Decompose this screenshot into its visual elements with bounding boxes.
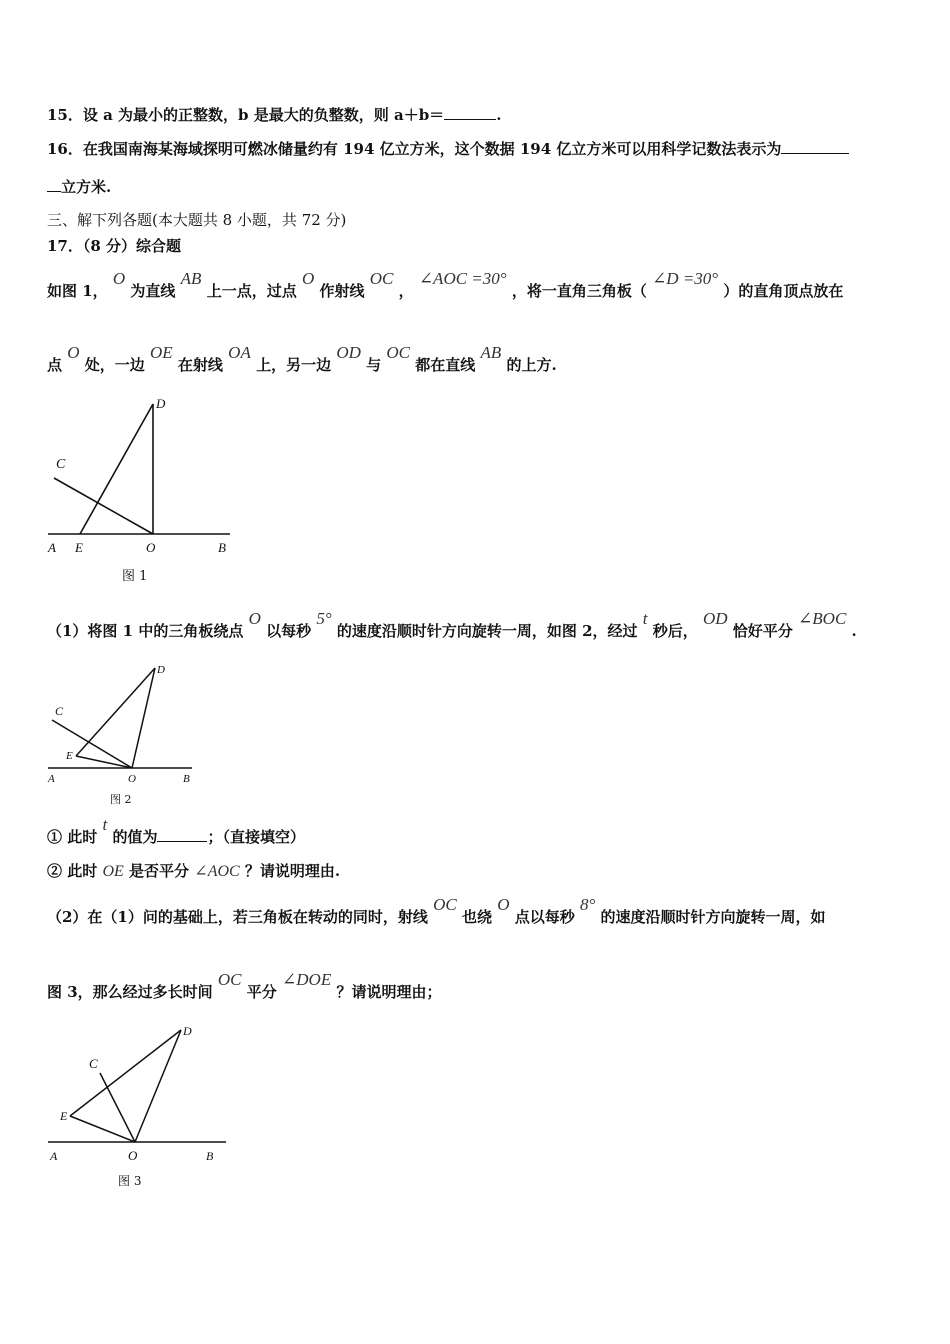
figure-3 bbox=[40, 1018, 240, 1196]
question-17-heading: 17．（8 分）综合题 bbox=[47, 237, 182, 255]
label-A: A bbox=[48, 773, 55, 785]
label-B: B bbox=[183, 773, 190, 785]
label-A: A bbox=[50, 1149, 58, 1163]
figure-2 bbox=[40, 660, 210, 810]
math-5-degrees: 5° bbox=[316, 609, 332, 628]
question-16 bbox=[47, 138, 849, 159]
q15-answer-blank[interactable] bbox=[444, 105, 496, 120]
q17-item-2: ② 此时 OE 是否平分 ∠AOC ？请说明理由. bbox=[47, 862, 341, 880]
label-O: O bbox=[128, 1148, 138, 1163]
q17-item-1-answer-blank[interactable] bbox=[157, 827, 207, 842]
label-C: C bbox=[56, 457, 66, 472]
label-E: E bbox=[75, 540, 83, 555]
math-t: t bbox=[102, 815, 108, 834]
segment-DE bbox=[80, 404, 153, 534]
ray-OC bbox=[100, 1073, 135, 1142]
q15-text: 15．设 a 为最小的正整数，b 是最大的负整数，则 a＋b＝ bbox=[47, 106, 445, 124]
label-E: E bbox=[60, 1109, 68, 1123]
math-OC: OC bbox=[386, 343, 410, 362]
q17-subquestion-2-cont: 图 3，那么经过多长时间 OC 平分 ∠DOE ？请说明理由； bbox=[47, 970, 442, 1001]
math-O: O bbox=[67, 343, 80, 362]
q17-subquestion-2: （2）在（1）问的基础上，若三角板在转动的同时，射线 OC 也绕 O 点以每秒 8° 的速度沿顺时针方向旋转一周，如 bbox=[47, 895, 826, 926]
math-O: O bbox=[497, 895, 510, 914]
section-3-heading: 三、解下列各题(本大题共 8 小题，共 72 分) bbox=[47, 211, 347, 229]
ray-OC bbox=[52, 720, 132, 768]
segment-DE bbox=[76, 668, 155, 756]
figure-2-caption: 图 2 bbox=[110, 793, 132, 806]
segment-EO bbox=[70, 1116, 135, 1142]
question-16-cont: 立方米. bbox=[47, 176, 111, 197]
label-C: C bbox=[55, 704, 64, 718]
math-O: O bbox=[112, 269, 126, 288]
segment-OD bbox=[132, 668, 155, 768]
label-D: D bbox=[156, 396, 166, 411]
figure-1-caption: 图 1 bbox=[122, 569, 148, 584]
figure-1 bbox=[40, 392, 240, 592]
q17-paragraph-2: 点 O 处，一边 OE 在射线 OA 上，另一边 OD 与 OC 都在直线 AB 的上方. bbox=[47, 343, 557, 374]
label-D: D bbox=[157, 664, 165, 676]
segment-OD bbox=[135, 1030, 181, 1142]
math-angle-AOC: ∠AOC bbox=[194, 863, 240, 880]
q17-item-1: ① 此时 t 的值为 ；（直接填空） bbox=[47, 815, 305, 846]
math-OC: OC bbox=[433, 895, 457, 914]
math-OD: OD bbox=[703, 609, 728, 628]
segment-DE bbox=[70, 1030, 181, 1116]
label-O: O bbox=[128, 773, 136, 785]
q16-answer-blank[interactable] bbox=[781, 139, 849, 154]
math-OC: OC bbox=[217, 970, 242, 989]
math-O: O bbox=[301, 269, 315, 288]
q17-paragraph-1: 如图 1， O 为直线 AB 上一点，过点 O 作射线 OC ， ∠AOC =30° ，将一直角三角板（ ∠D =30° ）的直角顶点放在 bbox=[47, 269, 844, 300]
q16-answer-blank-cont[interactable] bbox=[47, 177, 61, 192]
math-OD: OD bbox=[336, 343, 361, 362]
math-O: O bbox=[248, 609, 261, 628]
ray-OC bbox=[54, 478, 153, 534]
math-OA: OA bbox=[228, 343, 251, 362]
question-15: 15．设 a 为最小的正整数，b 是最大的负整数，则 a＋b＝ . bbox=[47, 106, 502, 124]
math-t: t bbox=[642, 609, 648, 628]
q16-text: 16．在我国南海某海域探明可燃冰储量约有 194 亿立方米，这个数据 194 亿立方米可以用科学记数法表示为 bbox=[47, 140, 782, 158]
math-OC: OC bbox=[369, 269, 394, 288]
math-angle-AOC: ∠AOC =30° bbox=[418, 269, 507, 288]
math-8-degrees: 8° bbox=[580, 895, 596, 914]
math-AB: AB bbox=[480, 343, 502, 362]
label-C: C bbox=[89, 1056, 98, 1071]
q17-subquestion-1: （1）将图 1 中的三角板绕点 O 以每秒 5° 的速度沿顺时针方向旋转一周，如图 2，经过 t 秒后， OD 恰好平分 ∠BOC . bbox=[47, 609, 857, 640]
label-B: B bbox=[218, 540, 226, 555]
label-O: O bbox=[146, 540, 156, 555]
segment-EO bbox=[76, 756, 132, 768]
math-angle-D: ∠D =30° bbox=[652, 269, 719, 288]
label-A: A bbox=[48, 540, 56, 555]
label-D: D bbox=[183, 1024, 192, 1038]
figure-3-caption: 图 3 bbox=[118, 1174, 142, 1188]
math-OE: OE bbox=[150, 343, 173, 362]
math-OE: OE bbox=[102, 863, 124, 880]
label-B: B bbox=[206, 1149, 214, 1163]
math-angle-BOC: ∠BOC bbox=[798, 609, 847, 628]
math-AB: AB bbox=[180, 269, 202, 288]
math-angle-DOE: ∠DOE bbox=[282, 970, 332, 989]
label-E: E bbox=[66, 750, 73, 762]
